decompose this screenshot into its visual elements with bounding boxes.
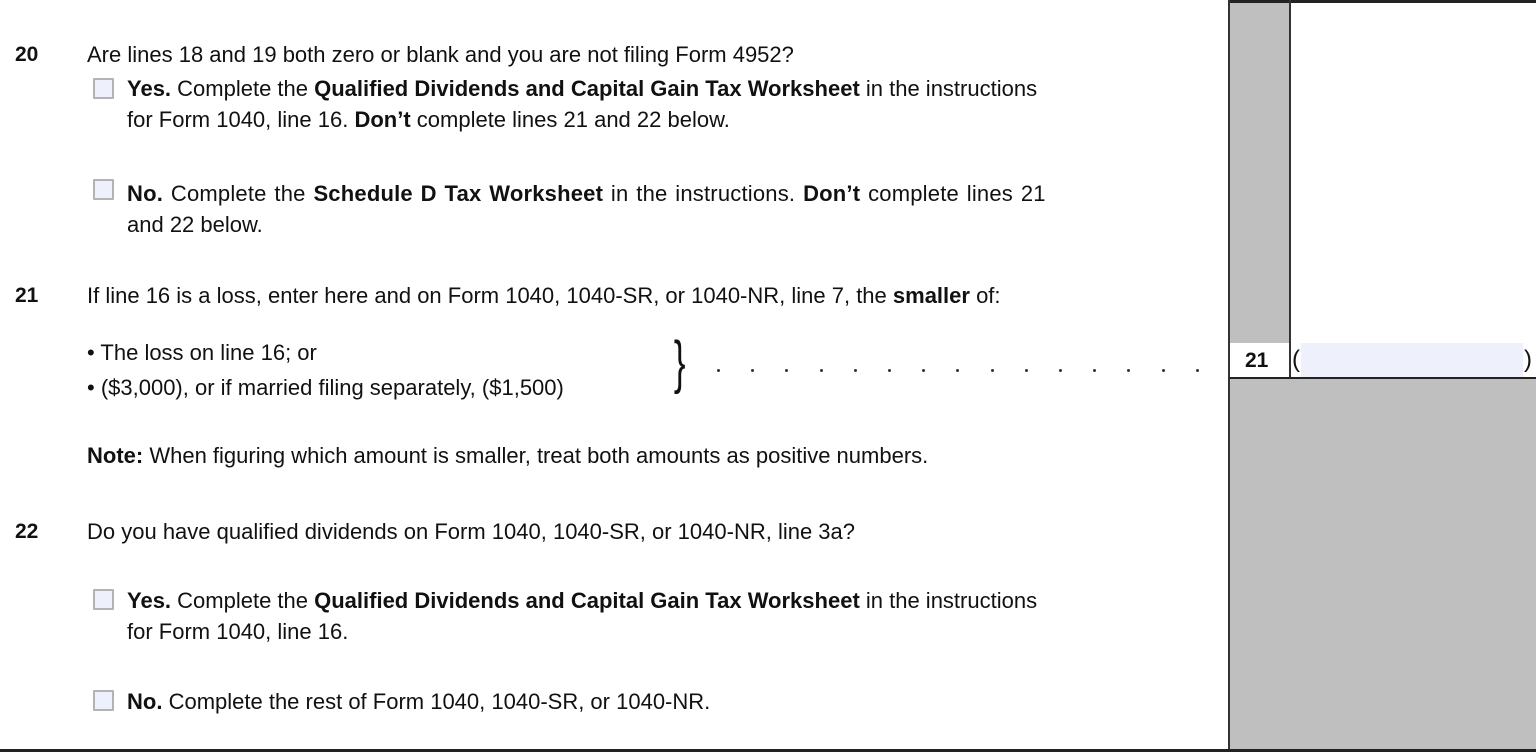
yes-label: Yes. <box>127 76 172 101</box>
open-paren: ( <box>1292 346 1300 373</box>
line-22-yes-checkbox[interactable] <box>93 589 114 610</box>
line-20-question: Are lines 18 and 19 both zero or blank and you are not filing Form 4952? <box>87 42 794 67</box>
line-20-no-checkbox[interactable] <box>93 179 114 200</box>
close-paren: ) <box>1524 346 1532 373</box>
line-22-number: 22 <box>15 520 39 543</box>
shaded-area-bottom <box>1230 378 1536 750</box>
shaded-column-top <box>1230 0 1290 343</box>
line-22-question: Do you have qualified dividends on Form 1040, 1040-SR, or 1040-NR, line 3a? <box>87 519 856 544</box>
line-20-yes-text-line2: for Form 1040, line 16. Don’t complete lines 21 and 22 below. <box>127 107 730 132</box>
line-20-yes-checkbox[interactable] <box>93 78 114 99</box>
line-21-bullet-2: • ($3,000), or if married filing separately, ($1,500) <box>87 375 564 400</box>
brace-icon: } <box>673 330 686 395</box>
top-border <box>1229 0 1536 3</box>
line-21-instruction: If line 16 is a loss, enter here and on Form 1040, 1040-SR, or 1040-NR, line 7, the smaller of: <box>87 283 1001 308</box>
line-20-no-text: No. Complete the Schedule D Tax Worksheet in the instructions. Don’t complete lines 21 <box>127 181 1046 206</box>
line-22-no-text: No. Complete the rest of Form 1040, 1040-SR, or 1040-NR. <box>127 689 711 714</box>
line-22-no-checkbox[interactable] <box>93 690 114 711</box>
line-21-amount-input[interactable] <box>1301 343 1523 377</box>
line-21-box-label: 21 <box>1245 349 1269 372</box>
line-20-number: 20 <box>15 43 39 66</box>
line-22-yes-text-line2: for Form 1040, line 16. <box>127 619 349 644</box>
line-20-yes-text: Yes. Complete the Qualified Dividends and Capital Gain Tax Worksheet in the instructions <box>127 76 1038 101</box>
line21-box-bottom <box>1229 377 1536 379</box>
line-21-note: Note: When figuring which amount is smaller, treat both amounts as positive numbers. <box>87 443 929 468</box>
column-divider-right <box>1289 0 1291 378</box>
line-20-no-text-line2: and 22 below. <box>127 212 263 237</box>
leader-dots <box>717 369 1199 372</box>
line-21-number: 21 <box>15 284 39 307</box>
line-22-yes-text: Yes. Complete the Qualified Dividends and Capital Gain Tax Worksheet in the instructions <box>127 588 1038 613</box>
line-21-bullet-1: • The loss on line 16; or <box>87 340 317 365</box>
bottom-border <box>0 749 1536 752</box>
no-label: No. <box>127 181 164 206</box>
